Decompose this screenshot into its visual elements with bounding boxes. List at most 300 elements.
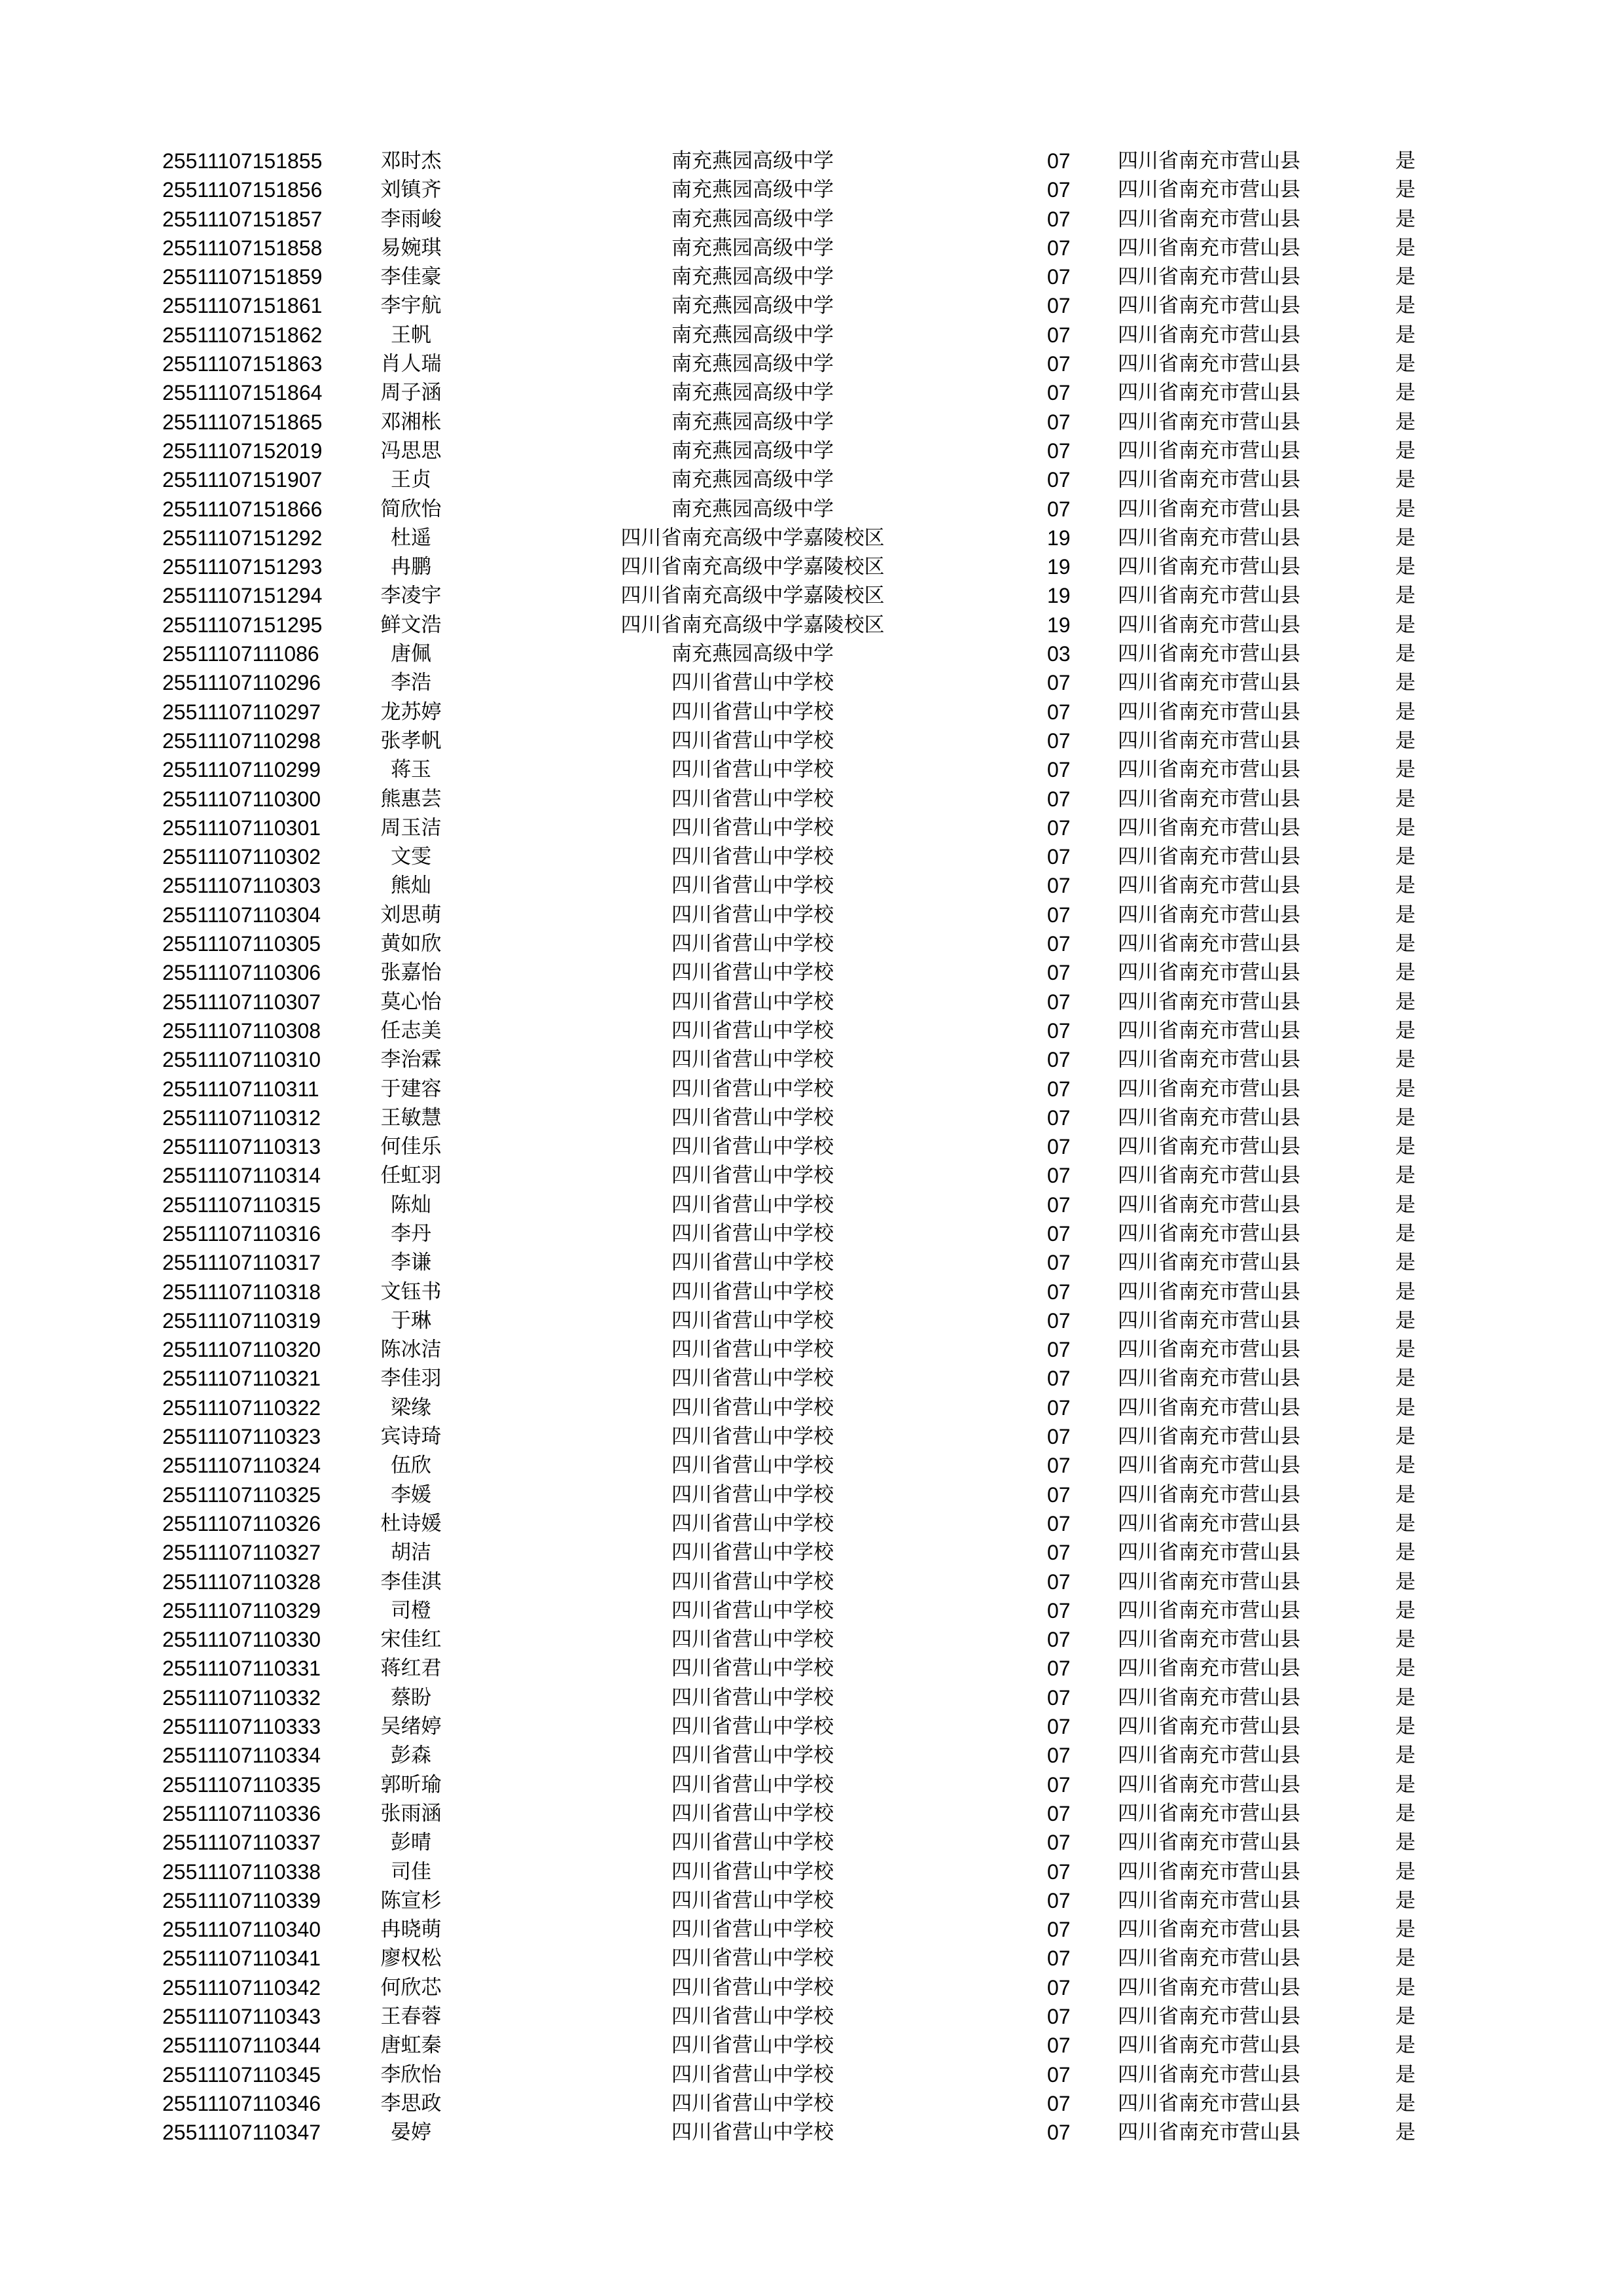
student-name-cell: 黄如欣: [380, 932, 442, 956]
flag-cell: 是: [1395, 1454, 1416, 1478]
student-name-cell: 邓时杰: [380, 149, 442, 173]
student-name-cell: 李治霖: [380, 1048, 442, 1072]
table-row: [0, 1799, 1623, 1828]
region-cell: 四川省南充市营山县: [1118, 1482, 1300, 1507]
student-name-cell: 张孝帆: [380, 728, 442, 753]
school-cell: 四川省营山中学校: [671, 787, 834, 811]
student-name-cell: 彭晴: [391, 1831, 431, 1855]
table-row: [0, 1393, 1623, 1422]
student-name-cell: 吴绪婷: [380, 1715, 442, 1739]
student-name-cell: 陈宣杉: [380, 1888, 442, 1912]
student-id-cell: 25511107110298: [162, 728, 321, 753]
student-name-cell: 王春蓉: [380, 2005, 442, 2028]
flag-cell: 是: [1395, 381, 1416, 405]
table-row: [0, 291, 1623, 320]
code-cell: 07: [1047, 932, 1071, 956]
flag-cell: 是: [1395, 1482, 1416, 1507]
school-cell: 四川省营山中学校: [671, 1657, 834, 1681]
table-row: [0, 524, 1623, 552]
flag-cell: 是: [1395, 1570, 1416, 1594]
student-name-cell: 熊灿: [391, 874, 431, 898]
student-id-cell: 25511107110318: [162, 1280, 321, 1304]
student-name-cell: 李媛: [391, 1482, 431, 1507]
student-name-cell: 张雨涵: [380, 1801, 442, 1825]
table-row: [0, 1973, 1623, 2002]
school-cell: 四川省营山中学校: [671, 1918, 834, 1942]
table-row: [0, 726, 1623, 755]
student-id-cell: 25511107151857: [162, 207, 323, 231]
code-cell: 07: [1047, 1801, 1071, 1825]
student-id-cell: 25511107110329: [162, 1598, 321, 1623]
code-cell: 07: [1047, 1946, 1071, 1971]
region-cell: 四川省南充市营山县: [1118, 555, 1300, 579]
student-id-cell: 25511107110335: [162, 1772, 321, 1797]
school-cell: 四川省营山中学校: [671, 1135, 834, 1159]
table-row: [0, 668, 1623, 697]
region-cell: 四川省南充市营山县: [1118, 1280, 1300, 1304]
school-cell: 四川省营山中学校: [671, 1859, 834, 1884]
student-id-cell: 25511107110310: [162, 1048, 321, 1072]
region-cell: 四川省南充市营山县: [1118, 1077, 1300, 1101]
school-cell: 四川省营山中学校: [671, 728, 834, 753]
school-cell: 四川省营山中学校: [671, 1308, 834, 1333]
student-name-cell: 周玉洁: [380, 816, 442, 840]
table-row: [0, 1132, 1623, 1161]
student-name-cell: 冉晓萌: [380, 1918, 442, 1942]
school-cell: 南充燕园高级中学: [671, 468, 834, 492]
school-cell: 四川省营山中学校: [671, 990, 834, 1014]
flag-cell: 是: [1395, 1221, 1416, 1246]
student-id-cell: 25511107110338: [162, 1859, 321, 1884]
student-id-cell: 25511107151864: [162, 381, 323, 405]
region-cell: 四川省南充市营山县: [1118, 149, 1300, 173]
student-id-cell: 25511107151866: [162, 497, 323, 521]
student-name-cell: 邓湘枨: [380, 410, 442, 434]
region-cell: 四川省南充市营山县: [1118, 642, 1300, 666]
table-row: [0, 1712, 1623, 1741]
school-cell: 四川省营山中学校: [671, 758, 834, 782]
flag-cell: 是: [1395, 236, 1416, 260]
table-row: [0, 871, 1623, 900]
region-cell: 四川省南充市营山县: [1118, 1338, 1300, 1362]
student-name-cell: 唐佩: [391, 642, 431, 666]
code-cell: 07: [1047, 1975, 1071, 2000]
student-name-cell: 宾诗琦: [380, 1425, 442, 1449]
student-id-cell: 25511107111086: [162, 642, 319, 666]
student-id-cell: 25511107110319: [162, 1308, 321, 1333]
table-row: [0, 2002, 1623, 2031]
region-cell: 四川省南充市营山县: [1118, 2121, 1300, 2145]
student-id-cell: 25511107110305: [162, 932, 321, 956]
student-name-cell: 易婉琪: [380, 236, 442, 260]
school-cell: 四川省营山中学校: [671, 1570, 834, 1594]
student-name-cell: 陈冰洁: [380, 1338, 442, 1362]
code-cell: 07: [1047, 1598, 1071, 1623]
school-cell: 四川省营山中学校: [671, 1888, 834, 1912]
student-id-cell: 25511107110301: [162, 816, 321, 840]
region-cell: 四川省南充市营山县: [1118, 961, 1300, 985]
student-id-cell: 25511107151861: [162, 294, 323, 318]
table-row: [0, 1278, 1623, 1306]
student-name-cell: 胡洁: [391, 1541, 431, 1565]
student-id-cell: 25511107110326: [162, 1511, 321, 1535]
table-row: [0, 785, 1623, 814]
school-cell: 四川省营山中学校: [671, 1280, 834, 1304]
table-row: [0, 1335, 1623, 1364]
flag-cell: 是: [1395, 1251, 1416, 1275]
code-cell: 07: [1047, 1164, 1071, 1188]
flag-cell: 是: [1395, 265, 1416, 289]
code-cell: 07: [1047, 700, 1071, 724]
table-row: [0, 1045, 1623, 1074]
code-cell: 07: [1047, 468, 1071, 492]
flag-cell: 是: [1395, 1541, 1416, 1565]
table-row: [0, 2031, 1623, 2060]
student-name-cell: 唐虹秦: [380, 2034, 442, 2058]
code-cell: 07: [1047, 1395, 1071, 1420]
student-id-cell: 25511107110343: [162, 2005, 321, 2028]
school-cell: 四川省营山中学校: [671, 1018, 834, 1043]
table-row: [0, 1915, 1623, 1944]
student-name-cell: 周子涵: [380, 381, 442, 405]
flag-cell: 是: [1395, 294, 1416, 318]
code-cell: 07: [1047, 410, 1071, 434]
code-cell: 07: [1047, 845, 1071, 869]
school-cell: 四川省营山中学校: [671, 1193, 834, 1217]
region-cell: 四川省南充市营山县: [1118, 2034, 1300, 2058]
school-cell: 南充燕园高级中学: [671, 323, 834, 347]
student-name-cell: 李浩: [391, 671, 431, 695]
code-cell: 07: [1047, 758, 1071, 782]
flag-cell: 是: [1395, 2091, 1416, 2115]
table-row: [0, 495, 1623, 524]
student-name-cell: 肖人瑞: [380, 352, 442, 376]
student-id-cell: 25511107151862: [162, 323, 323, 347]
region-cell: 四川省南充市营山县: [1118, 1454, 1300, 1478]
student-id-cell: 25511107110340: [162, 1918, 321, 1942]
table-row: [0, 958, 1623, 987]
school-cell: 南充燕园高级中学: [671, 207, 834, 231]
student-id-cell: 25511107151292: [162, 526, 323, 550]
flag-cell: 是: [1395, 1685, 1416, 1710]
region-cell: 四川省南充市营山县: [1118, 1801, 1300, 1825]
student-name-cell: 鲜文浩: [380, 613, 442, 637]
code-cell: 07: [1047, 1657, 1071, 1681]
code-cell: 07: [1047, 1454, 1071, 1478]
school-cell: 四川省营山中学校: [671, 1048, 834, 1072]
school-cell: 南充燕园高级中学: [671, 642, 834, 666]
school-cell: 四川省营山中学校: [671, 2062, 834, 2087]
school-cell: 四川省南充高级中学嘉陵校区: [620, 613, 885, 637]
code-cell: 19: [1047, 555, 1071, 579]
student-id-cell: 25511107151294: [162, 584, 323, 608]
code-cell: 07: [1047, 352, 1071, 376]
student-name-cell: 龙苏婷: [380, 700, 442, 724]
table-row: [0, 1480, 1623, 1509]
table-row: [0, 1886, 1623, 1915]
student-id-cell: 25511107110315: [162, 1193, 321, 1217]
region-cell: 四川省南充市营山县: [1118, 1657, 1300, 1681]
flag-cell: 是: [1395, 1831, 1416, 1855]
student-name-cell: 王贞: [391, 468, 431, 492]
flag-cell: 是: [1395, 1367, 1416, 1391]
region-cell: 四川省南充市营山县: [1118, 352, 1300, 376]
region-cell: 四川省南充市营山县: [1118, 816, 1300, 840]
student-id-cell: 25511107110342: [162, 1975, 321, 2000]
school-cell: 四川省营山中学校: [671, 2034, 834, 2058]
code-cell: 07: [1047, 1280, 1071, 1304]
school-cell: 四川省南充高级中学嘉陵校区: [620, 555, 885, 579]
student-id-cell: 25511107110300: [162, 787, 321, 811]
region-cell: 四川省南充市营山县: [1118, 381, 1300, 405]
flag-cell: 是: [1395, 874, 1416, 898]
school-cell: 四川省营山中学校: [671, 2091, 834, 2115]
region-cell: 四川省南充市营山县: [1118, 1859, 1300, 1884]
student-id-cell: 25511107110320: [162, 1338, 321, 1362]
region-cell: 四川省南充市营山县: [1118, 207, 1300, 231]
table-row: [0, 378, 1623, 407]
student-name-cell: 任志美: [380, 1018, 442, 1043]
region-cell: 四川省南充市营山县: [1118, 1888, 1300, 1912]
student-id-cell: 25511107110341: [162, 1946, 321, 1971]
region-cell: 四川省南充市营山县: [1118, 1308, 1300, 1333]
table-row: [0, 1654, 1623, 1683]
region-cell: 四川省南充市营山县: [1118, 932, 1300, 956]
code-cell: 19: [1047, 526, 1071, 550]
table-row: [0, 437, 1623, 465]
table-row: [0, 321, 1623, 350]
flag-cell: 是: [1395, 1077, 1416, 1101]
roster-table: [0, 147, 1623, 2147]
region-cell: 四川省南充市营山县: [1118, 1570, 1300, 1594]
code-cell: 07: [1047, 2091, 1071, 2115]
code-cell: 07: [1047, 1772, 1071, 1797]
school-cell: 南充燕园高级中学: [671, 381, 834, 405]
school-cell: 南充燕园高级中学: [671, 178, 834, 202]
table-row: [0, 1422, 1623, 1451]
region-cell: 四川省南充市营山县: [1118, 1135, 1300, 1159]
region-cell: 四川省南充市营山县: [1118, 1685, 1300, 1710]
code-cell: 07: [1047, 874, 1071, 898]
flag-cell: 是: [1395, 700, 1416, 724]
student-id-cell: 25511107110314: [162, 1164, 321, 1188]
code-cell: 07: [1047, 1367, 1071, 1391]
region-cell: 四川省南充市营山县: [1118, 1744, 1300, 1768]
school-cell: 四川省营山中学校: [671, 903, 834, 927]
flag-cell: 是: [1395, 1425, 1416, 1449]
region-cell: 四川省南充市营山县: [1118, 787, 1300, 811]
code-cell: 07: [1047, 787, 1071, 811]
student-id-cell: 25511107110325: [162, 1482, 321, 1507]
table-row: [0, 2089, 1623, 2118]
student-id-cell: 25511107110344: [162, 2034, 321, 2058]
region-cell: 四川省南充市营山县: [1118, 671, 1300, 695]
student-name-cell: 蒋玉: [391, 758, 431, 782]
student-id-cell: 25511107110327: [162, 1541, 321, 1565]
student-id-cell: 25511107110324: [162, 1454, 321, 1478]
code-cell: 19: [1047, 613, 1071, 637]
student-id-cell: 25511107110307: [162, 990, 321, 1014]
table-row: [0, 929, 1623, 958]
code-cell: 07: [1047, 1715, 1071, 1739]
student-name-cell: 简欣怡: [380, 497, 442, 521]
code-cell: 07: [1047, 1511, 1071, 1535]
region-cell: 四川省南充市营山县: [1118, 410, 1300, 434]
region-cell: 四川省南充市营山县: [1118, 294, 1300, 318]
table-row: [0, 2060, 1623, 2089]
school-cell: 四川省营山中学校: [671, 874, 834, 898]
region-cell: 四川省南充市营山县: [1118, 903, 1300, 927]
student-name-cell: 何欣芯: [380, 1975, 442, 2000]
table-row: [0, 639, 1623, 668]
code-cell: 07: [1047, 1744, 1071, 1768]
code-cell: 19: [1047, 584, 1071, 608]
region-cell: 四川省南充市营山县: [1118, 1425, 1300, 1449]
table-row: [0, 205, 1623, 234]
table-row: [0, 1683, 1623, 1712]
region-cell: 四川省南充市营山县: [1118, 236, 1300, 260]
table-row: [0, 175, 1623, 204]
student-id-cell: 25511107151865: [162, 410, 323, 434]
student-name-cell: 蔡盼: [391, 1685, 431, 1710]
student-name-cell: 李宇航: [380, 294, 442, 318]
school-cell: 四川省营山中学校: [671, 1395, 834, 1420]
school-cell: 四川省南充高级中学嘉陵校区: [620, 526, 885, 550]
region-cell: 四川省南充市营山县: [1118, 1541, 1300, 1565]
region-cell: 四川省南充市营山县: [1118, 1048, 1300, 1072]
school-cell: 四川省营山中学校: [671, 1715, 834, 1739]
table-row: [0, 988, 1623, 1016]
region-cell: 四川省南充市营山县: [1118, 1164, 1300, 1188]
student-id-cell: 25511107151858: [162, 236, 323, 260]
school-cell: 四川省营山中学校: [671, 1221, 834, 1246]
school-cell: 四川省营山中学校: [671, 671, 834, 695]
flag-cell: 是: [1395, 961, 1416, 985]
school-cell: 南充燕园高级中学: [671, 439, 834, 463]
region-cell: 四川省南充市营山县: [1118, 1946, 1300, 1971]
flag-cell: 是: [1395, 903, 1416, 927]
school-cell: 四川省营山中学校: [671, 845, 834, 869]
flag-cell: 是: [1395, 1135, 1416, 1159]
code-cell: 07: [1047, 2121, 1071, 2145]
student-id-cell: 25511107110297: [162, 700, 321, 724]
table-row: [0, 611, 1623, 639]
student-id-cell: 25511107110303: [162, 874, 321, 898]
flag-cell: 是: [1395, 1511, 1416, 1535]
school-cell: 四川省营山中学校: [671, 1425, 834, 1449]
school-cell: 四川省营山中学校: [671, 1105, 834, 1130]
table-row: [0, 465, 1623, 494]
region-cell: 四川省南充市营山县: [1118, 1251, 1300, 1275]
flag-cell: 是: [1395, 1598, 1416, 1623]
code-cell: 07: [1047, 149, 1071, 173]
flag-cell: 是: [1395, 1744, 1416, 1768]
code-cell: 07: [1047, 816, 1071, 840]
table-row: [0, 2118, 1623, 2147]
student-name-cell: 李凌宇: [380, 584, 442, 608]
student-name-cell: 于琳: [391, 1308, 431, 1333]
region-cell: 四川省南充市营山县: [1118, 439, 1300, 463]
table-row: [0, 234, 1623, 262]
table-row: [0, 408, 1623, 437]
flag-cell: 是: [1395, 1280, 1416, 1304]
flag-cell: 是: [1395, 439, 1416, 463]
flag-cell: 是: [1395, 323, 1416, 347]
flag-cell: 是: [1395, 2005, 1416, 2028]
table-row: [0, 350, 1623, 378]
student-id-cell: 25511107110337: [162, 1831, 321, 1855]
student-id-cell: 25511107110323: [162, 1425, 321, 1449]
code-cell: 07: [1047, 236, 1071, 260]
code-cell: 07: [1047, 1570, 1071, 1594]
region-cell: 四川省南充市营山县: [1118, 1367, 1300, 1391]
school-cell: 南充燕园高级中学: [671, 236, 834, 260]
student-id-cell: 25511107110330: [162, 1628, 321, 1652]
code-cell: 07: [1047, 1018, 1071, 1043]
table-row: [0, 1741, 1623, 1770]
flag-cell: 是: [1395, 2121, 1416, 2145]
flag-cell: 是: [1395, 1975, 1416, 2000]
student-name-cell: 晏婷: [391, 2121, 431, 2145]
table-row: [0, 581, 1623, 610]
code-cell: 07: [1047, 1221, 1071, 1246]
flag-cell: 是: [1395, 555, 1416, 579]
student-name-cell: 文钰书: [380, 1280, 442, 1304]
region-cell: 四川省南充市营山县: [1118, 845, 1300, 869]
region-cell: 四川省南充市营山县: [1118, 323, 1300, 347]
student-name-cell: 文雯: [391, 845, 431, 869]
code-cell: 07: [1047, 903, 1071, 927]
code-cell: 07: [1047, 2005, 1071, 2028]
student-id-cell: 25511107110316: [162, 1221, 321, 1246]
student-name-cell: 廖权松: [380, 1946, 442, 1971]
student-id-cell: 25511107151863: [162, 352, 323, 376]
student-id-cell: 25511107110339: [162, 1888, 321, 1912]
student-name-cell: 蒋红君: [380, 1657, 442, 1681]
code-cell: 07: [1047, 1888, 1071, 1912]
code-cell: 07: [1047, 1105, 1071, 1130]
code-cell: 07: [1047, 961, 1071, 985]
student-name-cell: 李佳淇: [380, 1570, 442, 1594]
table-row: [0, 814, 1623, 842]
student-name-cell: 于建容: [380, 1077, 442, 1101]
student-id-cell: 25511107110296: [162, 671, 321, 695]
student-id-cell: 25511107110312: [162, 1105, 321, 1130]
school-cell: 南充燕园高级中学: [671, 497, 834, 521]
flag-cell: 是: [1395, 845, 1416, 869]
code-cell: 07: [1047, 1077, 1071, 1101]
student-name-cell: 司佳: [391, 1859, 431, 1884]
flag-cell: 是: [1395, 1946, 1416, 1971]
code-cell: 07: [1047, 294, 1071, 318]
student-id-cell: 25511107110313: [162, 1135, 321, 1159]
table-row: [0, 901, 1623, 929]
table-row: [0, 755, 1623, 784]
student-name-cell: 李谦: [391, 1251, 431, 1275]
school-cell: 四川省营山中学校: [671, 1685, 834, 1710]
flag-cell: 是: [1395, 497, 1416, 521]
region-cell: 四川省南充市营山县: [1118, 990, 1300, 1014]
flag-cell: 是: [1395, 2034, 1416, 2058]
table-row: [0, 1596, 1623, 1625]
table-row: [0, 1509, 1623, 1538]
table-row: [0, 1103, 1623, 1132]
student-name-cell: 熊惠芸: [380, 787, 442, 811]
student-id-cell: 25511107110346: [162, 2091, 321, 2115]
region-cell: 四川省南充市营山县: [1118, 1975, 1300, 2000]
code-cell: 07: [1047, 1338, 1071, 1362]
code-cell: 07: [1047, 1628, 1071, 1652]
